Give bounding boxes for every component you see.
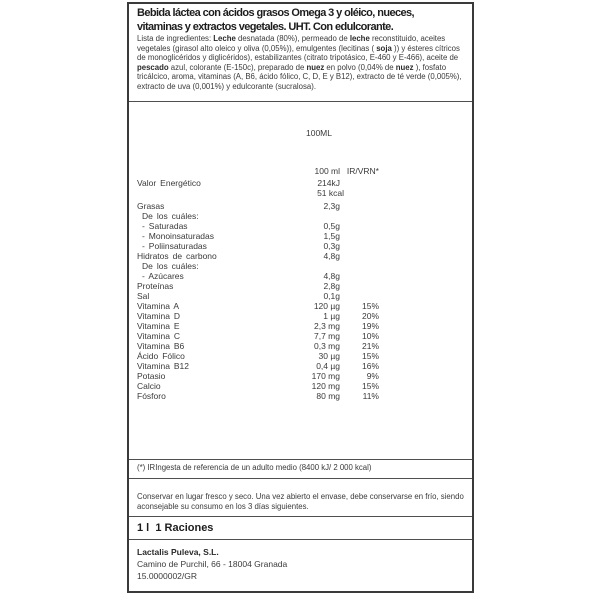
row-value: 2,3g bbox=[323, 201, 340, 211]
ingredient-allergen-emphasis: Leche bbox=[213, 34, 236, 43]
ingredient-allergen-emphasis: nuez bbox=[306, 62, 325, 72]
row-value: 1,5g bbox=[323, 231, 340, 241]
row-label: Vitamina C bbox=[137, 331, 181, 341]
ingredient-allergen-emphasis: soja bbox=[376, 43, 392, 53]
table-row bbox=[129, 321, 472, 331]
row-ri-percent: 21% bbox=[361, 341, 379, 351]
table-row bbox=[129, 251, 472, 261]
table-row bbox=[129, 188, 472, 198]
row-value: 80 mg bbox=[316, 391, 340, 401]
label-content bbox=[129, 4, 472, 591]
row-label: - Azúcares bbox=[142, 271, 184, 281]
row-value: 0,5g bbox=[323, 221, 340, 231]
table-row bbox=[129, 261, 472, 271]
row-value: 7,7 mg bbox=[314, 331, 340, 341]
section-divider bbox=[129, 516, 472, 517]
section-divider bbox=[129, 459, 472, 460]
storage-instructions: Conservar en lugar fresco y seco. Una vez abierto el envase, debe conservarse en frío, siendo aconsejable su consumo en los 3 días siguientes. bbox=[137, 492, 464, 512]
row-ri-percent: 16% bbox=[361, 361, 379, 371]
row-ri-percent: 10% bbox=[361, 331, 379, 341]
nutrition-table bbox=[129, 178, 472, 401]
row-value: 2,8g bbox=[323, 281, 340, 291]
row-label: Hidratos de carbono bbox=[137, 251, 217, 261]
ingredient-text: desnatada (80%), permeado de bbox=[235, 34, 350, 43]
table-row bbox=[129, 271, 472, 281]
row-value: 0,3 mg bbox=[314, 341, 340, 351]
table-row bbox=[129, 201, 472, 211]
product-title bbox=[137, 7, 468, 34]
ingredient-text: ), fosfato tricálcico, aroma, vitaminas (A, B6, ácido fólico, C, D, E y B12), extracto de té verde (0,005%), extracto de uva (0,001%) y edulcorante (sucralosa). bbox=[137, 62, 462, 91]
table-row bbox=[129, 281, 472, 291]
ingredient-allergen-emphasis: nuez bbox=[395, 62, 414, 72]
row-value: 120 µg bbox=[313, 301, 340, 311]
row-ri-percent: 15% bbox=[361, 301, 379, 311]
column-header-amount: 100 ml bbox=[314, 166, 340, 176]
row-value: 4,8g bbox=[323, 251, 340, 261]
row-label: Grasas bbox=[137, 201, 165, 211]
sanitary-registry-code: 15.0000002/GR bbox=[137, 571, 198, 581]
servings-count: 1 l 1 Raciones bbox=[137, 522, 214, 534]
ingredient-text: en polvo (0,04% de bbox=[324, 62, 396, 72]
row-value: 0,1g bbox=[323, 291, 340, 301]
row-value: 214kJ bbox=[317, 178, 340, 188]
table-row bbox=[129, 178, 472, 188]
nutrition-table-header bbox=[129, 166, 472, 176]
row-ri-percent: 19% bbox=[361, 321, 379, 331]
column-header-reference-intake: IR/VRN* bbox=[346, 166, 379, 176]
row-value: 120 mg bbox=[311, 381, 340, 391]
table-row bbox=[129, 301, 472, 311]
row-label: Sal bbox=[137, 291, 150, 301]
manufacturer-block bbox=[137, 546, 287, 582]
table-row bbox=[129, 241, 472, 251]
table-row bbox=[129, 351, 472, 361]
row-label: Vitamina B12 bbox=[137, 361, 190, 371]
table-row bbox=[129, 381, 472, 391]
row-ri-percent: 11% bbox=[362, 391, 379, 401]
row-label: Fósforo bbox=[137, 391, 166, 401]
row-ri-percent: 9% bbox=[366, 371, 379, 381]
row-label: Ácido Fólico bbox=[137, 351, 185, 361]
serving-size-header: 100ML bbox=[306, 128, 332, 138]
ingredient-allergen-emphasis: leche bbox=[349, 34, 370, 43]
row-label: - Saturadas bbox=[142, 221, 188, 231]
row-ri-percent: 15% bbox=[361, 351, 379, 361]
row-label: De los cuáles: bbox=[142, 211, 199, 221]
product-title-line2: vitaminas y extractos vegetales. UHT. Con edulcorante. bbox=[137, 20, 394, 33]
row-label: - Poliinsaturadas bbox=[142, 241, 207, 251]
section-divider bbox=[129, 478, 472, 479]
row-value: 2,3 mg bbox=[314, 321, 340, 331]
manufacturer-name: Lactalis Puleva, S.L. bbox=[137, 547, 219, 557]
table-row bbox=[129, 231, 472, 241]
ingredient-text: azul, colorante (E-150c), preparado de bbox=[168, 62, 307, 72]
row-label: De los cuáles: bbox=[142, 261, 199, 271]
ingredient-allergen-emphasis: pescado bbox=[137, 62, 169, 72]
section-divider bbox=[129, 101, 472, 102]
product-title-line1: Bebida láctea con ácidos grasos Omega 3 y oléico, nueces, bbox=[137, 7, 414, 19]
ingredients-paragraph bbox=[137, 34, 469, 91]
row-label: Valor Energético bbox=[137, 178, 201, 188]
ingredient-text: Lista de ingredientes: bbox=[137, 34, 214, 43]
row-ri-percent: 20% bbox=[361, 311, 379, 321]
table-row bbox=[129, 221, 472, 231]
row-label: Vitamina A bbox=[137, 301, 180, 311]
reference-intake-footnote: (*) IRIngesta de referencia de un adulto medio (8400 kJ/ 2 000 kcal) bbox=[137, 463, 372, 472]
ingredient-text: reconstituido, aceites vegetales (girasol alto oleico y oliva (0,05%)), emulgentes (lecitinas ( bbox=[137, 34, 446, 53]
ingredient-text: )) y ésteres cítricos de monoglicéridos y diglicéridos), estabilizantes (citrato tripotásico, E-460 y E-466), aceite de bbox=[137, 43, 460, 62]
row-label: Vitamina E bbox=[137, 321, 180, 331]
row-label: Vitamina B6 bbox=[137, 341, 185, 351]
row-value: 1 µg bbox=[323, 311, 340, 321]
row-label: Vitamina D bbox=[137, 311, 181, 321]
row-ri-percent: 15% bbox=[361, 381, 379, 391]
table-row bbox=[129, 211, 472, 221]
row-label: Proteínas bbox=[137, 281, 174, 291]
table-row bbox=[129, 331, 472, 341]
table-row bbox=[129, 341, 472, 351]
table-row bbox=[129, 291, 472, 301]
row-value: 170 mg bbox=[311, 371, 340, 381]
row-value: 30 µg bbox=[318, 351, 340, 361]
row-label: Calcio bbox=[137, 381, 161, 391]
manufacturer-address: Camino de Purchil, 66 - 18004 Granada bbox=[137, 559, 288, 569]
table-row bbox=[129, 371, 472, 381]
row-value: 51 kcal bbox=[317, 188, 344, 198]
row-value: 0,4 µg bbox=[316, 361, 340, 371]
table-row bbox=[129, 391, 472, 401]
row-label: Potasio bbox=[137, 371, 166, 381]
row-value: 4,8g bbox=[323, 271, 340, 281]
nutrition-label bbox=[127, 2, 474, 593]
section-divider bbox=[129, 539, 472, 540]
row-value: 0,3g bbox=[323, 241, 340, 251]
row-label: - Monoinsaturadas bbox=[142, 231, 214, 241]
table-row bbox=[129, 361, 472, 371]
table-row bbox=[129, 311, 472, 321]
